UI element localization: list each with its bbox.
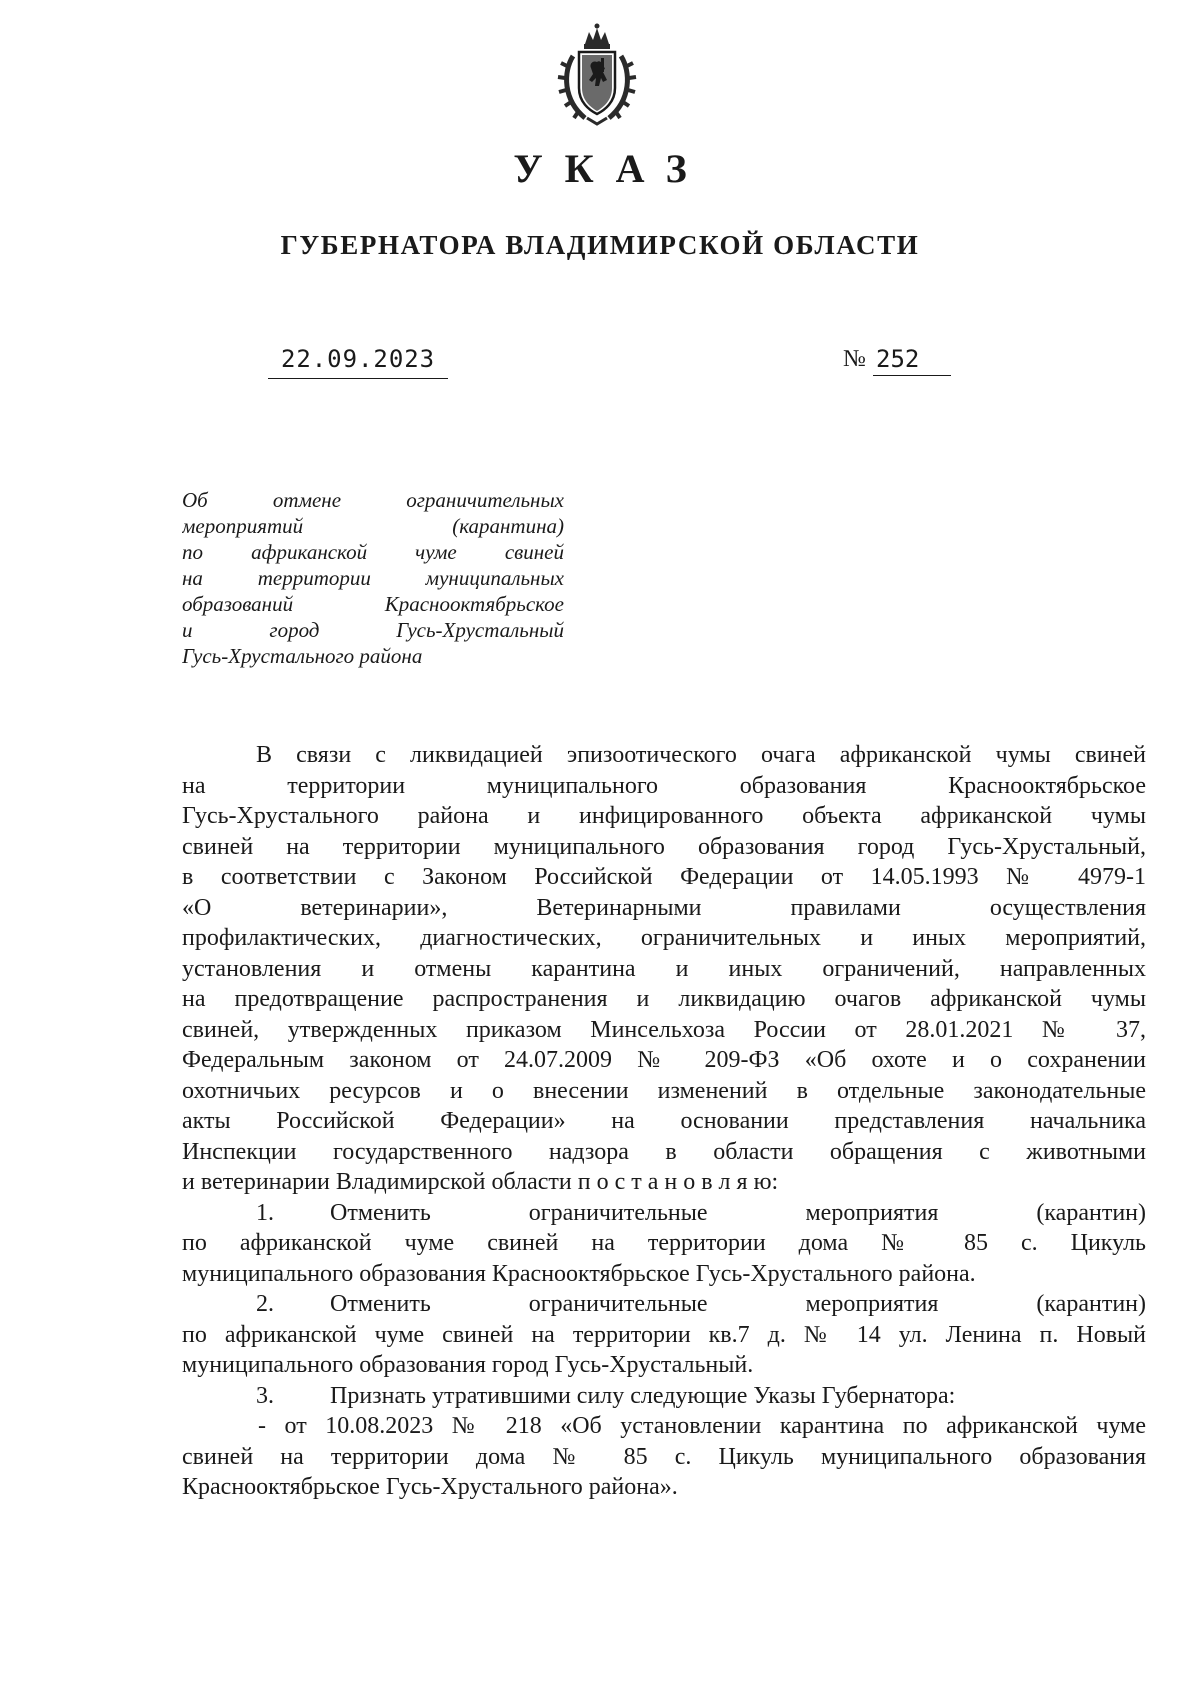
preamble-line: на территории муниципального образования Краснооктябрьское xyxy=(182,772,1146,799)
preamble-line: «О ветеринарии», Ветеринарными правилами осуществления xyxy=(182,894,1146,921)
item-2-line: по африканской чуме свиней на территории кв.7 д. № 14 ул. Ленина п. Новый xyxy=(182,1321,1146,1348)
item-2-line: муниципального образования город Гусь-Хрустальный. xyxy=(182,1352,754,1378)
preamble-line: профилактических, диагностических, ограничительных и иных мероприятий, xyxy=(182,925,1146,951)
item-1-line: по африканской чуме свиней на территории дома № 85 с. Цикуль xyxy=(182,1230,1146,1256)
preamble-line: В связи с ликвидацией эпизоотического очага африканской чумы свиней xyxy=(256,742,1146,768)
preamble-line: Гусь-Хрустального района и инфицированного объекта африканской чумы xyxy=(182,803,1146,829)
subject-line: Об отмене ограничительных xyxy=(182,488,564,512)
preamble-line: свиней, утвержденных приказом Минсельхоза России от 28.01.2021 № 37, xyxy=(182,1016,1146,1043)
preamble-line: в соответствии с Законом Российской Федерации от 14.05.1993 № 4979-1 xyxy=(182,864,1146,890)
subject-block xyxy=(182,488,564,670)
document-title: УКАЗ xyxy=(513,146,709,191)
document-issuer: ГУБЕРНАТОРА ВЛАДИМИРСКОЙ ОБЛАСТИ xyxy=(280,230,920,260)
number-sign: № xyxy=(843,346,866,372)
decree-body xyxy=(182,740,1146,1503)
subject-line: образований Краснооктябрьское xyxy=(182,592,564,616)
sub-item-line: Краснооктябрьское Гусь-Хрустального района». xyxy=(182,1474,678,1500)
subject-line: и город Гусь-Хрустальный xyxy=(182,618,564,642)
item-2-first-line xyxy=(182,1289,1146,1320)
document-number: 252 xyxy=(876,345,920,373)
preamble-line: Федеральным законом от 24.07.2009 № 209-ФЗ «Об охоте и о сохранении xyxy=(182,1047,1146,1073)
item-number: 2. xyxy=(256,1291,274,1317)
item-number: 1. xyxy=(256,1199,274,1226)
item-1-first-line xyxy=(182,1198,1146,1229)
preamble-line: акты Российской Федерации» на основании представления начальника xyxy=(182,1108,1146,1134)
coat-of-arms-icon xyxy=(555,22,639,126)
sub-item-first-line: - от 10.08.2023 № 218 «Об установлении карантина по африканской чуме xyxy=(258,1413,1146,1439)
date-underline xyxy=(268,378,448,379)
subject-line: по африканской чуме свиней xyxy=(182,540,564,564)
number-underline xyxy=(873,375,951,376)
preamble-line: Инспекции государственного надзора в области обращения с животными xyxy=(182,1138,1146,1165)
preamble-line: установления и отмены карантина и иных ограничений, направленных xyxy=(182,955,1146,982)
item-text: Признать утратившими силу следующие Указы Губернатора: xyxy=(330,1382,956,1409)
sub-item-line: свиней на территории дома № 85 с. Цикуль муниципального образования xyxy=(182,1443,1146,1470)
subject-line: мероприятий (карантина) xyxy=(182,514,564,538)
item-text: Отменить ограничительные мероприятия (карантин) xyxy=(330,1199,1146,1226)
preamble-line: свиней на территории муниципального образования город Гусь-Хрустальный, xyxy=(182,833,1146,860)
item-text: Отменить ограничительные мероприятия (карантин) xyxy=(330,1291,1146,1317)
subject-line: на территории муниципальных xyxy=(182,566,564,590)
preamble-line: на предотвращение распространения и ликвидацию очагов африканской чумы xyxy=(182,986,1146,1012)
item-3-first-line xyxy=(182,1381,1146,1412)
document-date: 22.09.2023 xyxy=(280,345,436,373)
subject-line: Гусь-Хрустального района xyxy=(182,644,423,668)
item-1-line: муниципального образования Краснооктябрьское Гусь-Хрустального района. xyxy=(182,1260,976,1287)
preamble-line: охотничьих ресурсов и о внесении изменений в отдельные законодательные xyxy=(182,1077,1146,1104)
preamble-line: и ветеринарии Владимирской области п о с т а н о в л я ю: xyxy=(182,1169,779,1195)
item-number: 3. xyxy=(256,1382,274,1409)
